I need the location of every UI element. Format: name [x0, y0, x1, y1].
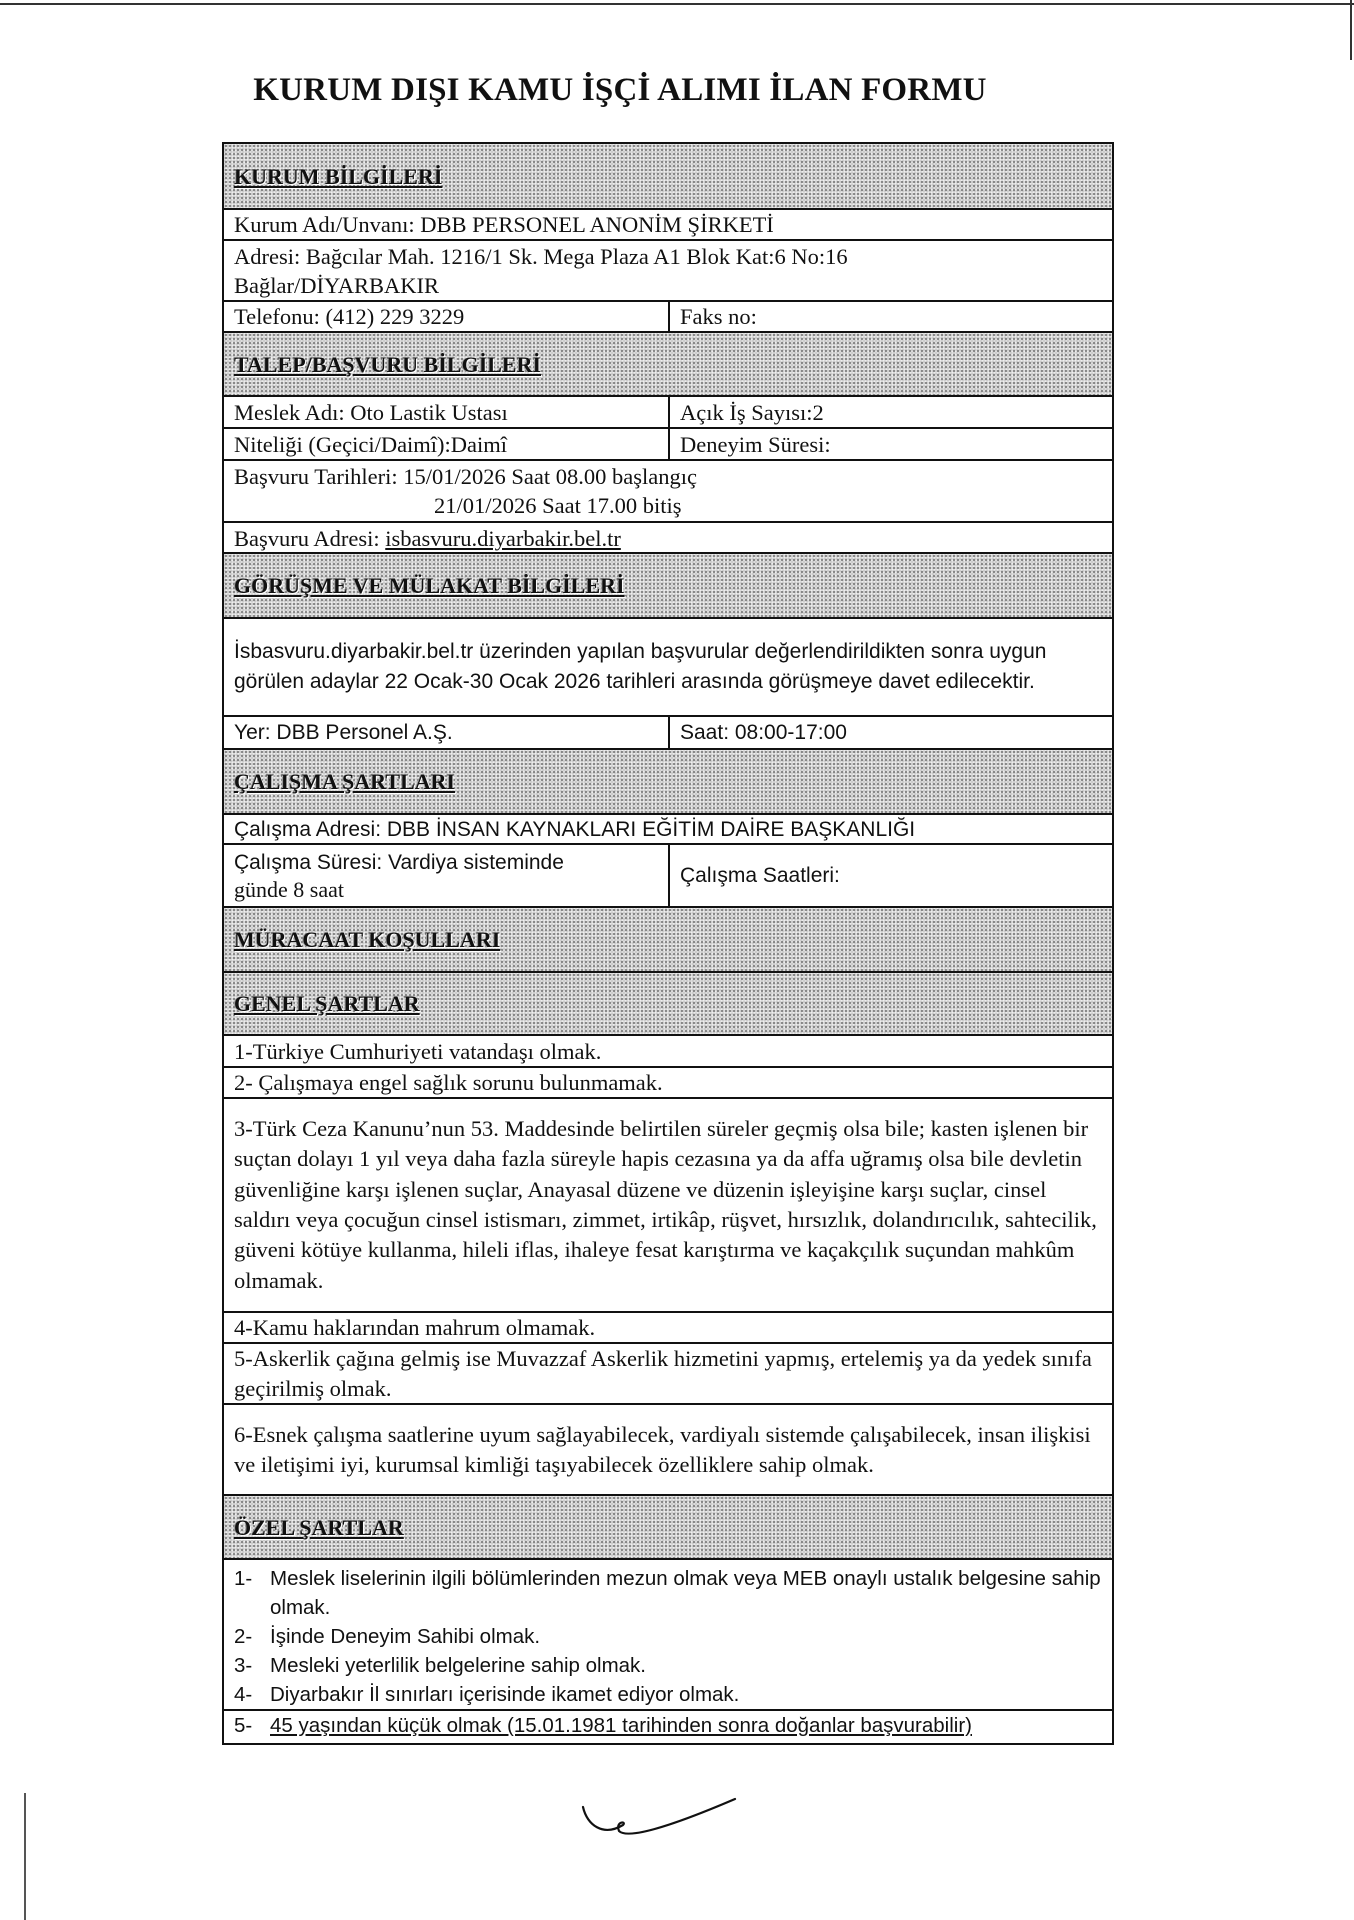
section-genel-header: [224, 973, 1112, 1036]
genel-sart-text: 2- Çalışmaya engel sağlık sorunu bulunmamak.: [234, 1070, 663, 1095]
row-ozel-sartlar: [224, 1560, 1112, 1743]
ozel-sart-text: Mesleki yeterlilik belgelerine sahip olmak.: [270, 1654, 646, 1677]
section-muracaat-header: [224, 908, 1112, 973]
section-title: GÖRÜŞME VE MÜLAKAT BİLGİLERİ: [234, 573, 625, 598]
section-title: GENEL ŞARTLAR: [234, 991, 420, 1016]
faks: Faks no:: [680, 304, 757, 329]
ozel-sart: [234, 1622, 1102, 1651]
page-edge-left: [24, 1793, 26, 1920]
section-calisma-header: [224, 750, 1112, 815]
ozel-sart-number: 5-: [234, 1714, 253, 1737]
gorusme-yer: Yer: DBB Personel A.Ş.: [224, 717, 670, 748]
section-talep-header: [224, 333, 1112, 397]
section-title: TALEP/BAŞVURU BİLGİLERİ: [234, 351, 542, 377]
kurum-adi: Kurum Adı/Unvanı: DBB PERSONEL ANONİM ŞİRKETİ: [234, 212, 774, 237]
ozel-sart-text: Meslek liselerinin ilgili bölümlerinden mezun olmak veya MEB onaylı ustalık belgesine sahip olmak.: [270, 1567, 1101, 1619]
adres-line-1: Adresi: Bağcılar Mah. 1216/1 Sk. Mega Plaza A1 Blok Kat:6 No:16: [234, 243, 848, 269]
ozel-sart-number: 2-: [234, 1625, 253, 1648]
adres-line-2: Bağlar/DİYARBAKIR: [234, 272, 439, 298]
genel-sart: [224, 1099, 1112, 1313]
gorusme-saat: Saat: 08:00-17:00: [680, 721, 847, 744]
section-title: ÇALIŞMA ŞARTLARI: [234, 769, 456, 794]
row-calisma-suresi: [224, 845, 1112, 908]
row-adres: [224, 241, 1112, 302]
signature-icon: [575, 1795, 755, 1845]
basvuru-adresi-label: Başvuru Adresi:: [234, 526, 386, 551]
row-kurum-adi: [224, 210, 1112, 241]
niteligi: Niteliği (Geçici/Daimî):Daimî: [224, 429, 670, 459]
genel-sart: [224, 1405, 1112, 1496]
acik-is-sayisi: Açık İş Sayısı:2: [680, 399, 824, 425]
ozel-sart-text: İşinde Deneyim Sahibi olmak.: [270, 1625, 541, 1648]
section-gorusme-header: [224, 554, 1112, 619]
ozel-sart-number: 3-: [234, 1654, 253, 1677]
calisma-adresi: Çalışma Adresi: DBB İNSAN KAYNAKLARI EĞİTİM DAİRE BAŞKANLIĞI: [234, 817, 916, 841]
form-title: KURUM DIŞI KAMU İŞÇİ ALIMI İLAN FORMU: [253, 72, 987, 108]
calisma-suresi-1: Çalışma Süresi: Vardiya sisteminde: [234, 850, 564, 874]
section-kurum-header: [224, 144, 1112, 210]
ozel-sartlar-list: [234, 1564, 1102, 1740]
row-yer-saat: [224, 717, 1112, 750]
genel-sart-text: 1-Türkiye Cumhuriyeti vatandaşı olmak.: [234, 1038, 602, 1064]
genel-sart: [224, 1313, 1112, 1344]
basvuru-baslangic: Başvuru Tarihleri: 15/01/2026 Saat 08.00 başlangıç: [234, 464, 697, 489]
page-edge-right: [1350, 0, 1352, 60]
genel-sart: [224, 1068, 1112, 1099]
ozel-sart: [224, 1709, 1112, 1740]
genel-sart: [224, 1036, 1112, 1068]
ozel-sart: [234, 1680, 1102, 1709]
row-gorusme-aciklama: [224, 619, 1112, 717]
basvuru-bitis: 21/01/2026 Saat 17.00 bitiş: [434, 493, 682, 518]
ozel-sart: [234, 1651, 1102, 1680]
calisma-suresi-2: günde 8 saat: [234, 876, 344, 902]
genel-sart-text: 6-Esnek çalışma saatlerine uyum sağlayabilecek, vardiyalı sistemde çalışabilecek, insan ilişkisi ve iletişimi iyi, kurumsal kimliği taşıyabilecek özelliklere sahip olmak.: [234, 1421, 1091, 1477]
row-basvuru-tarihleri: [224, 461, 1112, 523]
ozel-sart-text: Diyarbakır İl sınırları içerisinde ikamet ediyor olmak.: [270, 1683, 740, 1706]
ozel-sart-number: 4-: [234, 1683, 253, 1706]
genel-sart-text: 5-Askerlik çağına gelmiş ise Muvazzaf Askerlik hizmetini yapmış, ertelemiş ya da yedek sınıfa geçirilmiş olmak.: [234, 1345, 1092, 1401]
calisma-saatleri: Çalışma Saatleri:: [680, 864, 840, 887]
telefon: Telefonu: (412) 229 3229: [224, 302, 670, 331]
page-edge-top: [0, 3, 1354, 5]
row-niteligi: [224, 429, 1112, 461]
genel-sart: [224, 1344, 1112, 1405]
section-title: MÜRACAAT KOŞULLARI: [234, 927, 501, 952]
row-meslek: [224, 397, 1112, 429]
row-telefon: [224, 302, 1112, 333]
ozel-sart: [234, 1564, 1102, 1622]
genel-sart-text: 3-Türk Ceza Kanunu’nun 53. Maddesinde belirtilen süreler geçmiş olsa bile; kasten işlenen bir suçtan dolayı 1 yıl veya daha fazla süreyle hapis cezasına ya da affa uğramış olsa bile devletin güvenliğine karşı işlenen suçlar, Anayasal düzene ve düzenin işleyişine karşı suçlar, cinsel saldırı veya çocuğun cinsel istismarı, zimmet, irtikâp, rüşvet, hırsızlık, dolandırıcılık, sahtecilik, güveni kötüye kullanma, hileli iflas, ihaleye fesat karıştırma ve kaçakçılık suçundan mahkûm olmamak.: [234, 1115, 1097, 1293]
row-basvuru-adresi: [224, 523, 1112, 554]
row-calisma-adresi: [224, 815, 1112, 845]
genel-sart-text: 4-Kamu haklarından mahrum olmamak.: [234, 1315, 596, 1340]
ozel-sart-number: 1-: [234, 1567, 253, 1590]
form-table: [222, 142, 1114, 1745]
meslek-adi: Meslek Adı: Oto Lastik Ustası: [224, 397, 670, 427]
section-title: ÖZEL ŞARTLAR: [234, 1514, 404, 1540]
section-ozel-header: [224, 1496, 1112, 1560]
basvuru-adresi-link[interactable]: isbasvuru.diyarbakir.bel.tr: [385, 526, 621, 551]
section-title: KURUM BİLGİLERİ: [234, 163, 443, 189]
ozel-sart-text: 45 yaşından küçük olmak (15.01.1981 tarihinden sonra doğanlar başvurabilir): [270, 1714, 972, 1737]
deneyim-suresi: Deneyim Süresi:: [680, 431, 831, 457]
gorusme-aciklama: İsbasvuru.diyarbakir.bel.tr üzerinden yapılan başvurular değerlendirildikten sonra uygun görülen adaylar 22 Ocak-30 Ocak 2026 tarihleri arasında görüşmeye davet edilecektir.: [234, 640, 1047, 693]
